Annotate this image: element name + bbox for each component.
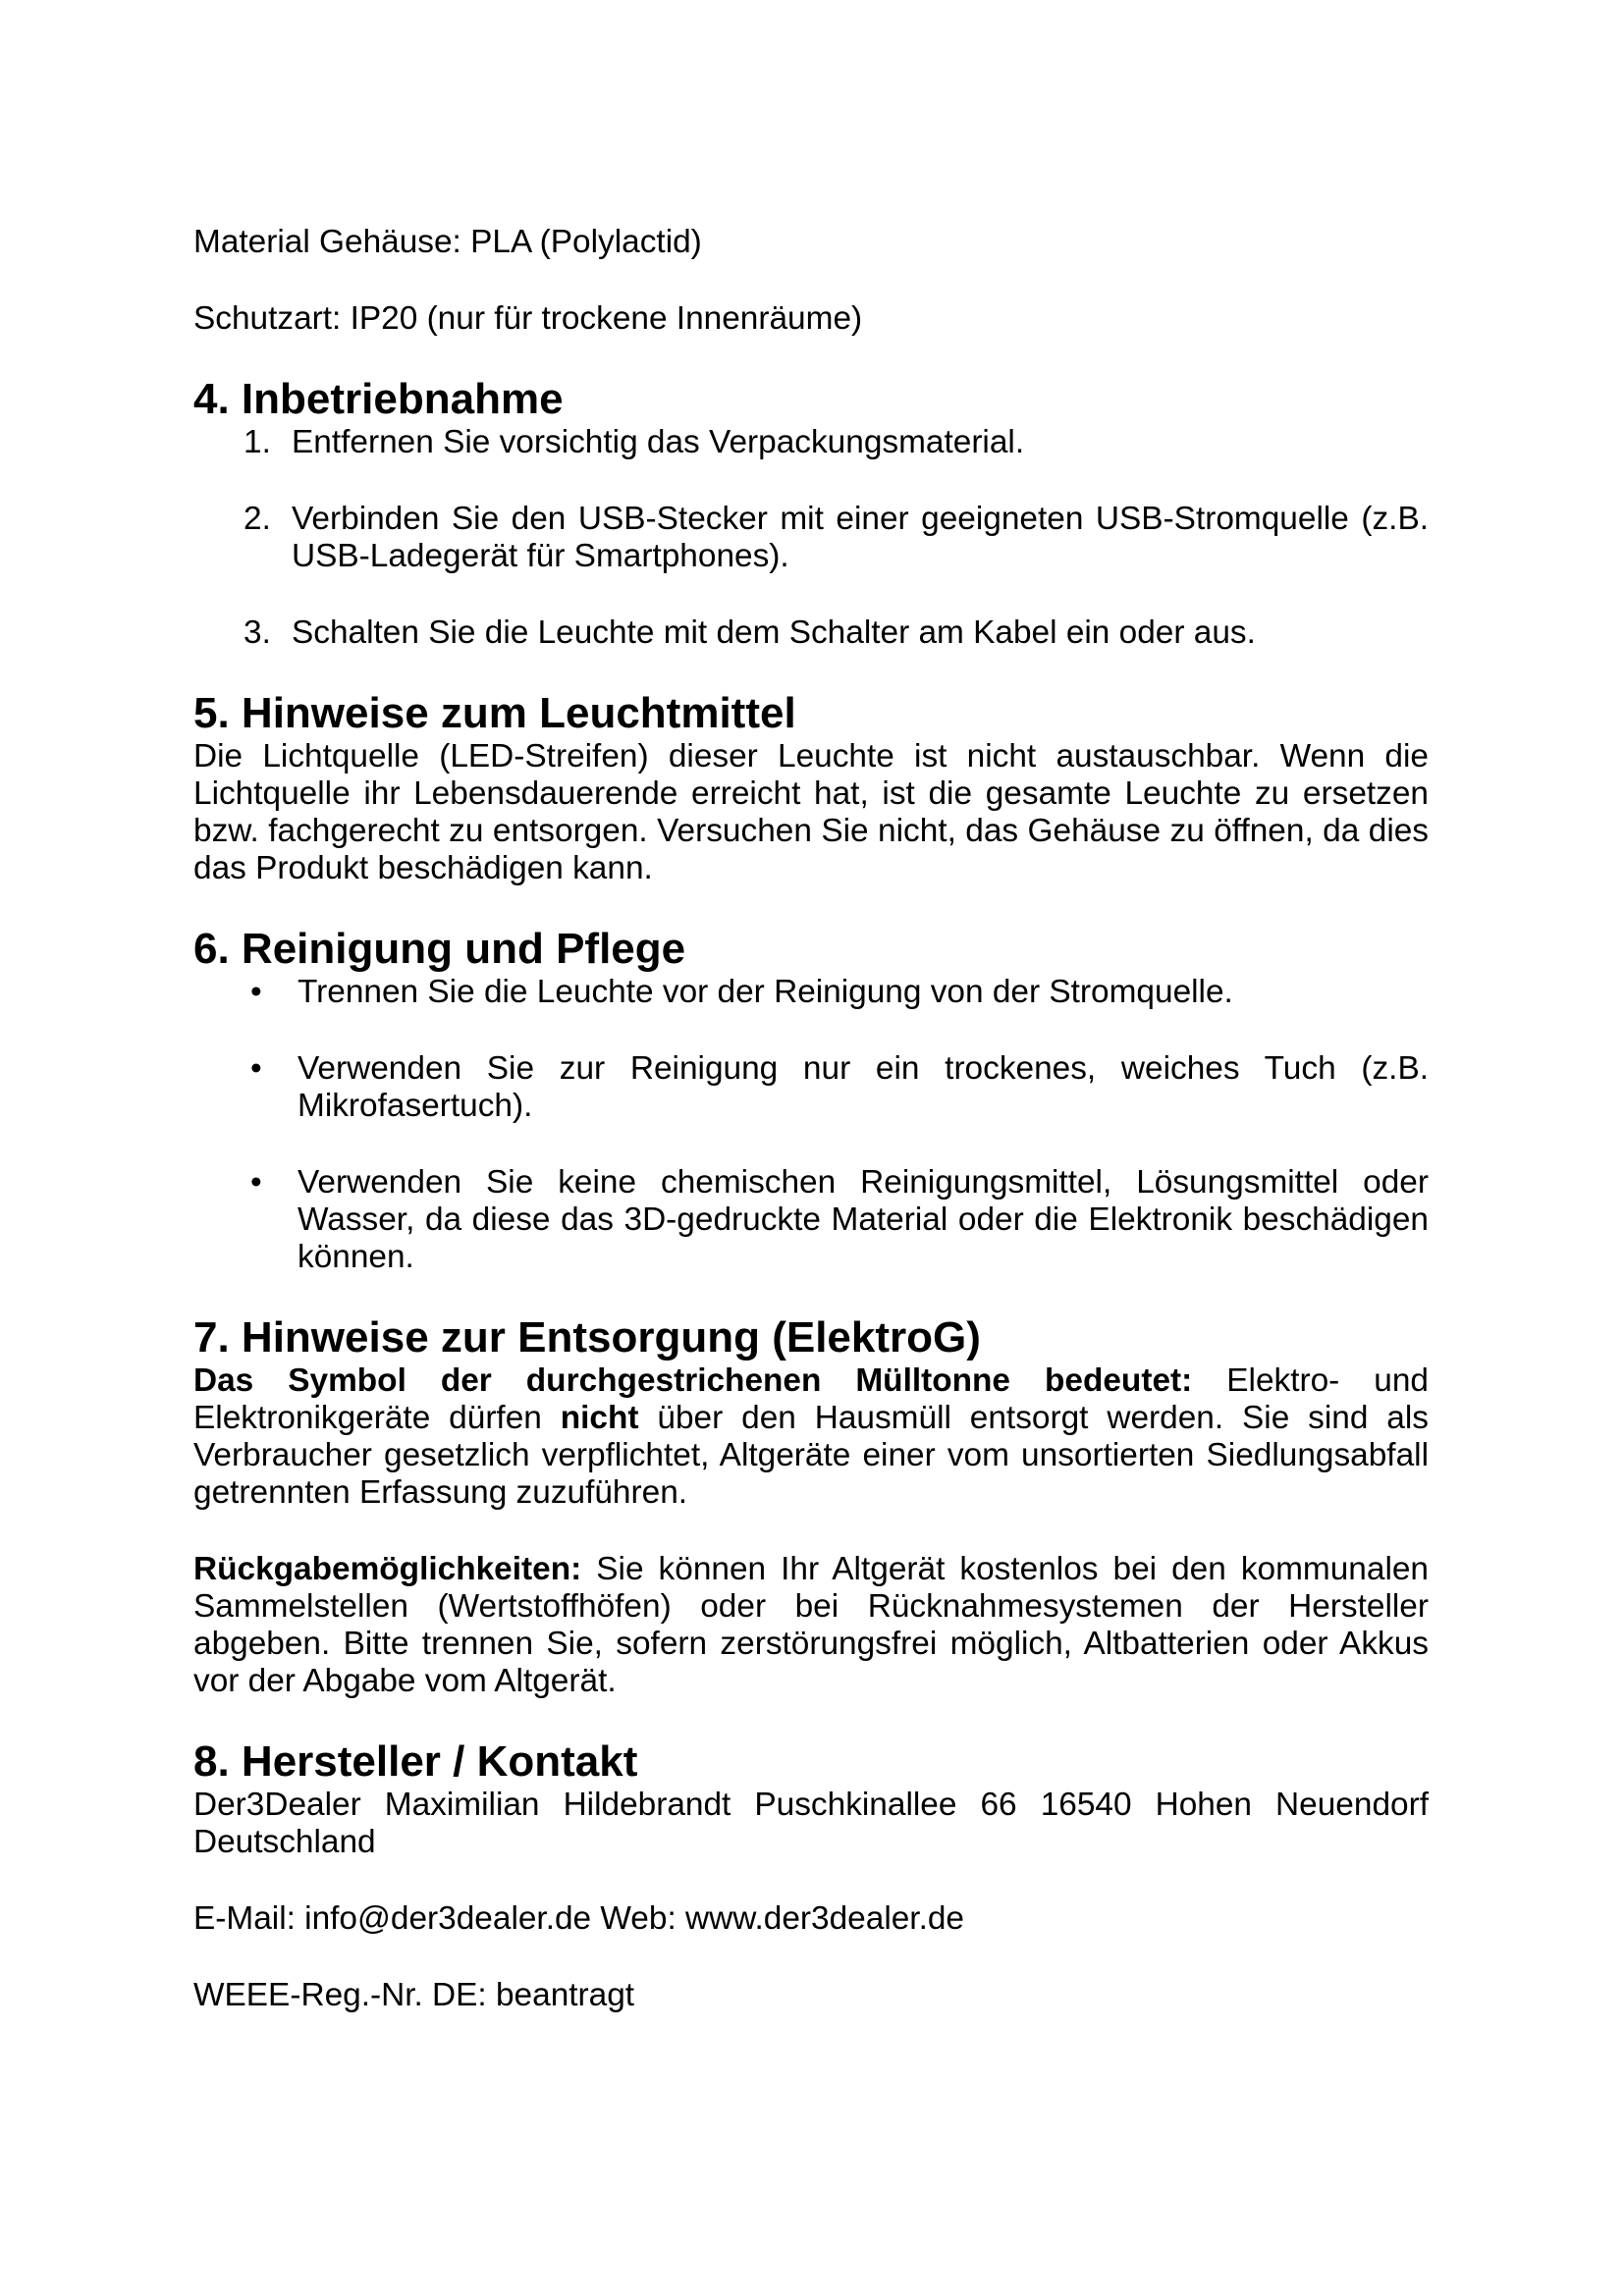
section-6-heading: 6. Reinigung und Pflege — [193, 925, 686, 973]
manufacturer-address: Der3Dealer Maximilian Hildebrandt Puschkinallee 66 16540 Hohen Neuendorf Deutschland — [193, 1787, 1429, 1860]
bullet-marker: • — [250, 974, 262, 1010]
spec-material-line: Material Gehäuse: PLA (Polylactid) — [193, 224, 702, 260]
list-item — [193, 1164, 1429, 1276]
list-item — [193, 614, 1429, 652]
list-item-text: Verwenden Sie zur Reinigung nur ein trockenes, weiches Tuch (z.B. Mikrofasertuch). — [298, 1050, 1429, 1124]
disposal-bold-word: nicht — [560, 1400, 639, 1436]
weee-registration-line: WEEE-Reg.-Nr. DE: beantragt — [193, 1977, 635, 2013]
contact-line: E-Mail: info@der3dealer.de Web: www.der3dealer.de — [193, 1900, 965, 1937]
return-options-text: Sie können Ihr Altgerät kostenlos bei den kommunalen Sammelstellen (Wertstoffhöfen) oder bei Rücknahmesystemen der Hersteller abgeben. Bitte trennen Sie, sofern zerstörungsfrei möglich, Altbatterien oder Akkus vor der Abgabe vom Altgerät. — [193, 1551, 1429, 1699]
list-item-text: Verwenden Sie keine chemischen Reinigungsmittel, Lösungsmittel oder Wasser, da diese das 3D-gedruckte Material oder die Elektronik beschädigen können. — [298, 1164, 1429, 1275]
section-8-heading: 8. Hersteller / Kontakt — [193, 1737, 638, 1786]
list-item — [193, 501, 1429, 575]
disposal-text-b: über den Hausmüll entsorgt werden. Sie sind als Verbraucher gesetzlich verpflichtet, Altgeräte einer vom unsortierten Siedlungsabfall getrennten Erfassung zuzuführen. — [193, 1400, 1429, 1511]
return-options-paragraph — [193, 1551, 1429, 1700]
disposal-text-a: Elektro- und Elektronikgeräte dürfen — [193, 1362, 1430, 1436]
list-item-text: Entfernen Sie vorsichtig das Verpackungsmaterial. — [292, 424, 1025, 460]
list-number: 2. — [244, 501, 271, 537]
list-item — [193, 1050, 1429, 1125]
spec-protection-line: Schutzart: IP20 (nur für trockene Innenräume) — [193, 300, 863, 337]
return-options-bold-lead: Rückgabemöglichkeiten: — [193, 1551, 582, 1587]
disposal-symbol-paragraph — [193, 1362, 1429, 1512]
list-number: 1. — [244, 424, 271, 460]
leuchtmittel-paragraph: Die Lichtquelle (LED-Streifen) dieser Leuchte ist nicht austauschbar. Wenn die Lichtquelle ihr Lebensdauerende erreicht hat, ist die gesamte Leuchte zu ersetzen bzw. fachgerecht zu entsorgen. Versuchen Sie nicht, das Gehäuse zu öffnen, da dies das Produkt beschädigen kann. — [193, 738, 1429, 886]
list-item-text: Schalten Sie die Leuchte mit dem Schalter am Kabel ein oder aus. — [292, 614, 1256, 651]
disposal-bold-lead: Das Symbol der durchgestrichenen Mülltonne bedeutet: — [193, 1362, 1193, 1399]
list-item — [193, 974, 1429, 1011]
setup-steps-list — [193, 424, 1429, 652]
section-7-heading: 7. Hinweise zur Entsorgung (ElektroG) — [193, 1313, 981, 1362]
bullet-marker: • — [250, 1164, 262, 1201]
care-bullet-list — [193, 974, 1429, 1276]
list-item-text: Trennen Sie die Leuchte vor der Reinigung von der Stromquelle. — [298, 974, 1233, 1010]
list-item-text: Verbinden Sie den USB-Stecker mit einer geeigneten USB-Stromquelle (z.B. USB-Ladegerät für Smartphones). — [292, 501, 1429, 574]
list-number: 3. — [244, 614, 271, 651]
bullet-marker: • — [250, 1050, 262, 1087]
section-4-heading: 4. Inbetriebnahme — [193, 375, 564, 423]
section-5-heading: 5. Hinweise zum Leuchtmittel — [193, 689, 796, 737]
list-item — [193, 424, 1429, 461]
